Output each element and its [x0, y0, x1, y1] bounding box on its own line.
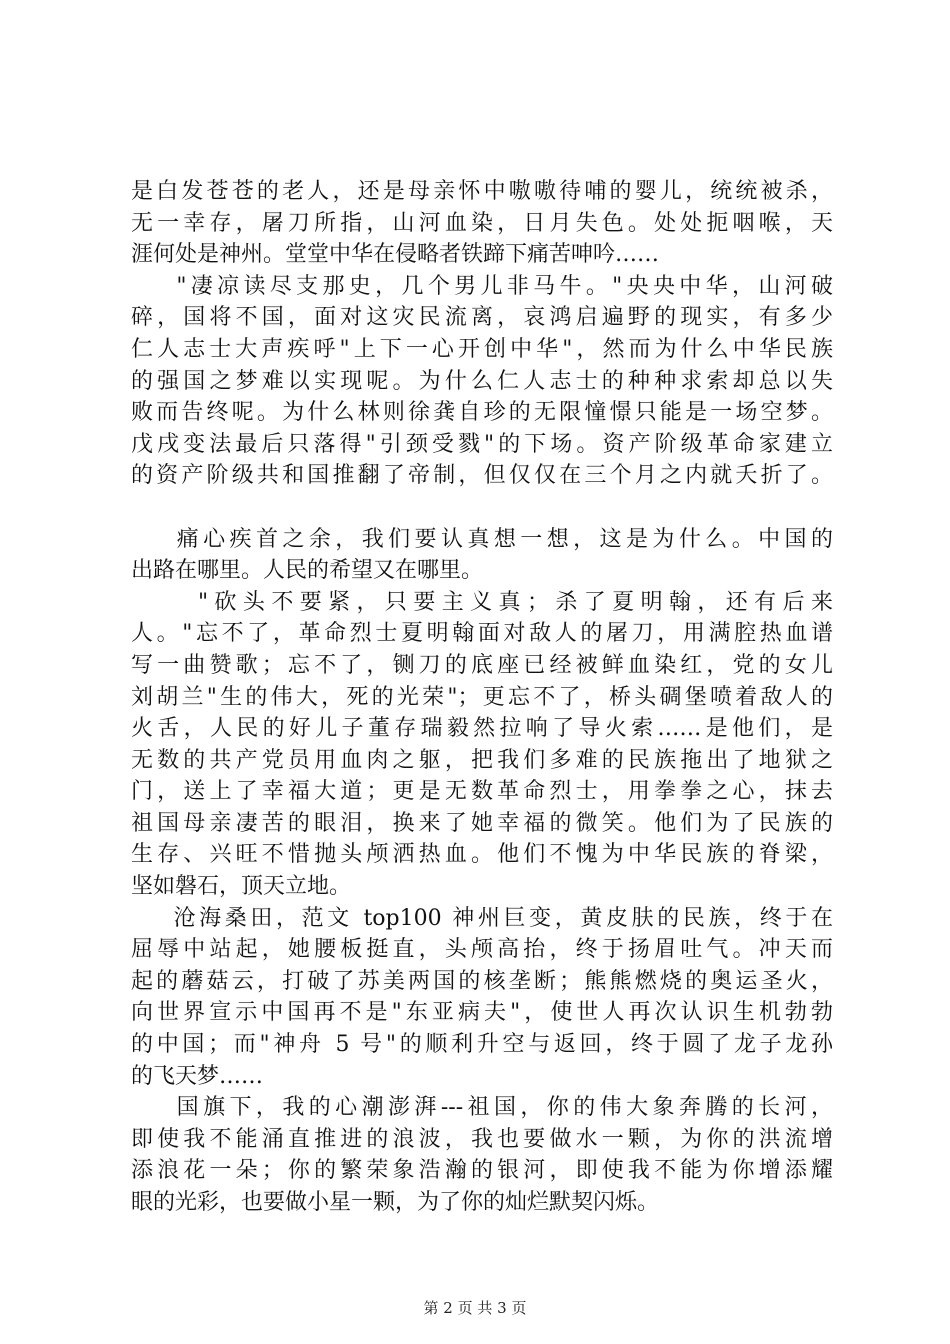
text-line: 的资产阶级共和国推翻了帝制，但仅仅在三个月之内就夭折了。	[131, 463, 833, 489]
text-line: 无一幸存，屠刀所指，山河血染，日月失色。处处扼咽喉，天	[131, 210, 833, 236]
text-line: 眼的光彩，也要做小星一颗，为了你的灿烂默契闪烁。	[131, 1190, 660, 1215]
text-line: 屈辱中站起，她腰板挺直，头颅高抬，终于扬眉吐气。冲天而	[131, 937, 833, 963]
text-line: 无数的共产党员用血肉之躯，把我们多难的民族拖出了地狱之	[131, 747, 833, 773]
text-line: 是白发苍苍的老人，还是母亲怀中嗷嗷待哺的婴儿，统统被杀，	[131, 179, 833, 204]
text-line: "砍头不要紧，只要主义真；杀了夏明翰，还有后来	[131, 589, 833, 615]
text-line: 碎，国将不国，面对这灾民流离，哀鸿启遍野的现实，有多少	[131, 305, 833, 331]
text-line: 的中国；而"神舟 5 号"的顺利升空与返回，终于圆了龙子龙孙	[131, 1032, 833, 1058]
text-line: 涯何处是神州。堂堂中华在侵略者铁蹄下痛苦呻吟……	[131, 242, 660, 268]
body-text	[131, 176, 833, 1219]
text-line: 败而告终呢。为什么林则徐龚自珍的无限憧憬只能是一场空梦。	[131, 400, 833, 426]
text-line: 沧海桑田，范文 top100 神州巨变，黄皮肤的民族，终于在	[131, 905, 833, 931]
text-line: 门，送上了幸福大道；更是无数革命烈士，用拳拳之心，抹去	[131, 779, 833, 805]
text-line: 出路在哪里。人民的希望又在哪里。	[131, 558, 484, 584]
text-line: 坚如磐石，顶天立地。	[131, 874, 352, 900]
text-line: 的飞天梦……	[131, 1063, 264, 1089]
page-footer: 第 2 页 共 3 页	[423, 1299, 527, 1317]
text-line: 起的蘑菇云，打破了苏美两国的核垄断；熊熊燃烧的奥运圣火，	[131, 968, 833, 994]
text-line: 向世界宣示中国再不是"东亚病夫"，使世人再次认识生机勃勃	[131, 1000, 833, 1026]
text-line: 添浪花一朵；你的繁荣象浩瀚的银河，即使我不能为你增添耀	[131, 1158, 833, 1184]
text-line: 写一曲赞歌；忘不了，铡刀的底座已经被鲜血染红，党的女儿	[131, 652, 833, 678]
text-line: 仁人志士大声疾呼"上下一心开创中华"，然而为什么中华民族	[131, 336, 833, 362]
text-line: 戊戌变法最后只落得"引颈受戮"的下场。资产阶级革命家建立	[131, 431, 833, 457]
text-line: 生存、兴旺不惜抛头颅洒热血。他们不愧为中华民族的脊梁，	[131, 842, 833, 868]
text-line: "凄凉读尽支那史，几个男儿非马牛。"央央中华，山河破	[131, 273, 833, 299]
text-line: 人。"忘不了，革命烈士夏明翰面对敌人的屠刀，用满腔热血谱	[131, 621, 833, 647]
text-line: 痛心疾首之余，我们要认真想一想，这是为什么。中国的	[131, 526, 833, 552]
text-line: 火舌，人民的好儿子董存瑞毅然拉响了导火索……是他们，是	[131, 716, 833, 742]
text-line: 国旗下，我的心潮澎湃---祖国，你的伟大象奔腾的长河，	[131, 1095, 833, 1121]
text-line: 刘胡兰"生的伟大，死的光荣"；更忘不了，桥头碉堡喷着敌人的	[131, 684, 833, 710]
text-line: 祖国母亲凄苦的眼泪，换来了她幸福的微笑。他们为了民族的	[131, 810, 833, 836]
text-line: 即使我不能涌直推进的浪波，我也要做水一颗，为你的洪流增	[131, 1126, 833, 1152]
text-line: 的强国之梦难以实现呢。为什么仁人志士的种种求索却总以失	[131, 368, 833, 394]
blank-line	[131, 492, 833, 524]
